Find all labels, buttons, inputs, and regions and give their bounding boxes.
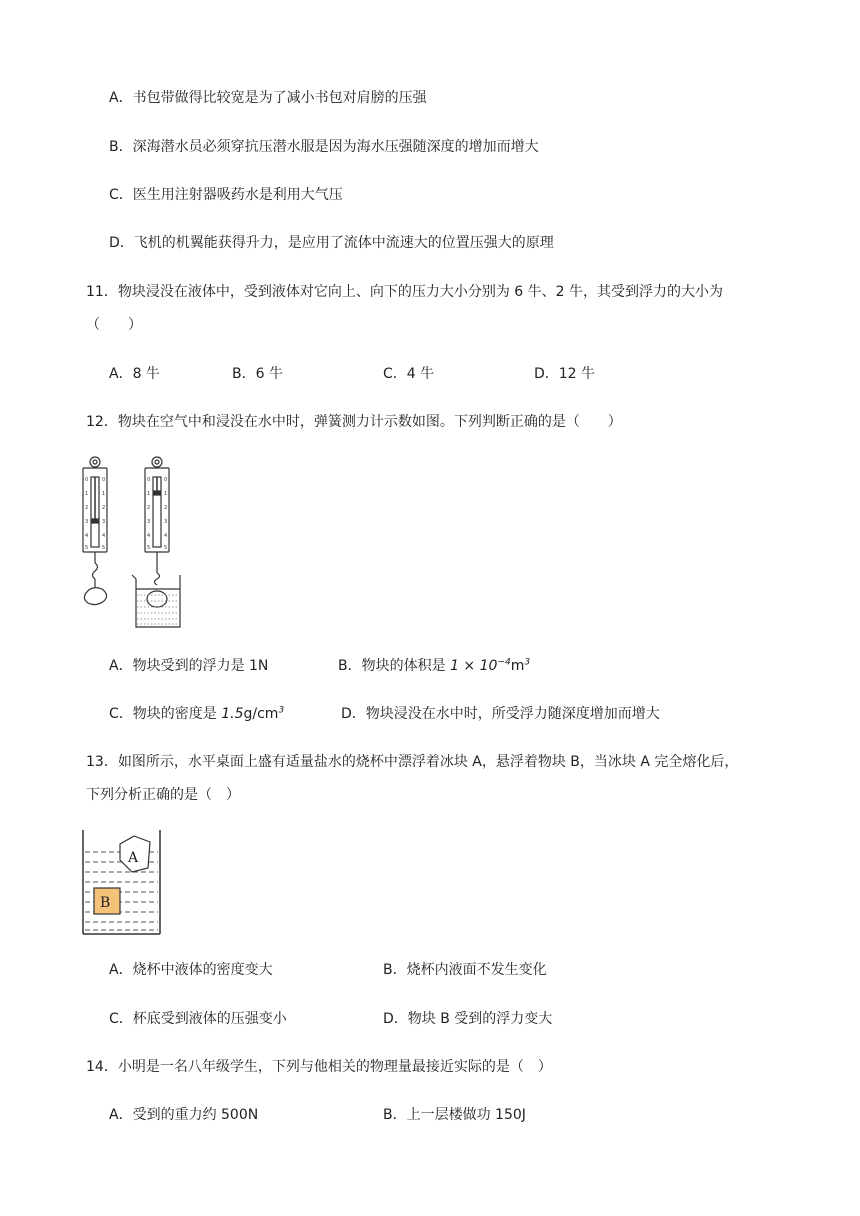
- svg-text:5: 5: [102, 545, 106, 551]
- svg-text:2: 2: [147, 505, 151, 511]
- svg-text:3: 3: [147, 519, 151, 525]
- q12-option-d: D．物块浸没在水中时，所受浮力随深度增加而增大: [341, 706, 660, 722]
- q10-option-b: B．深海潜水员必须穿抗压潜水服是因为海水压强随深度的增加而增大: [109, 139, 539, 155]
- q12-option-c-value: 1.5: [221, 706, 244, 722]
- q12-option-b-unit-exp: 3: [524, 657, 531, 668]
- svg-text:1: 1: [164, 491, 168, 497]
- q12-option-b-exp: −4: [497, 657, 511, 668]
- svg-text:1: 1: [85, 491, 89, 497]
- beaker-figure: [80, 830, 164, 936]
- q13-stem: 13．如图所示，水平桌面上盛有适量盐水的烧杯中漂浮着冰块 A，悬浮着物块 B，当冰块 A 完全熔化后，: [86, 754, 739, 770]
- svg-text:5: 5: [164, 545, 168, 551]
- svg-text:4: 4: [102, 533, 106, 539]
- q12-option-c: [109, 704, 284, 724]
- q14-option-b: B．上一层楼做功 150J: [383, 1107, 526, 1123]
- svg-text:5: 5: [147, 545, 151, 551]
- svg-text:3: 3: [164, 519, 168, 525]
- svg-text:3: 3: [102, 519, 106, 525]
- q12-stem: 12．物块在空气中和浸没在水中时，弹簧测力计示数如图。下列判断正确的是（ ）: [86, 414, 622, 430]
- q13-option-b: B．烧杯内液面不发生变化: [383, 962, 547, 978]
- q13-stem-cont: 下列分析正确的是（ ）: [86, 787, 240, 803]
- q13-option-a: A．烧杯中液体的密度变大: [109, 962, 273, 978]
- q12-option-b: [338, 656, 530, 676]
- svg-text:1: 1: [102, 491, 106, 497]
- svg-text:0: 0: [164, 477, 168, 483]
- svg-text:2: 2: [164, 505, 168, 511]
- q14-stem: 14．小明是一名八年级学生，下列与他相关的物理量最接近实际的是（ ）: [86, 1059, 552, 1075]
- q11-blank: （ ）: [86, 317, 142, 333]
- q12-option-c-unit-exp: 3: [278, 705, 285, 716]
- q11-option-d: D．12 牛: [534, 366, 596, 382]
- q11-option-c: C．4 牛: [383, 366, 435, 382]
- q12-option-c-text: C．物块的密度是: [109, 706, 222, 722]
- spring-scale-right: [132, 457, 180, 627]
- svg-text:4: 4: [85, 533, 89, 539]
- q11-option-b: B．6 牛: [232, 366, 283, 382]
- svg-text:2: 2: [102, 505, 106, 511]
- q11-stem: 11．物块浸没在液体中，受到液体对它向上、向下的压力大小分别为 6 牛、2 牛，其受到浮力的大小为: [86, 284, 723, 300]
- svg-text:4: 4: [164, 533, 168, 539]
- q10-option-c: C．医生用注射器吸药水是利用大气压: [109, 187, 343, 203]
- q12-option-b-unit: m: [510, 658, 525, 674]
- svg-text:0: 0: [102, 477, 106, 483]
- svg-text:2: 2: [85, 505, 89, 511]
- spring-scale-figure: [76, 455, 196, 635]
- q14-option-a: A．受到的重力约 500N: [109, 1107, 259, 1123]
- ice-block-label: A: [128, 850, 139, 866]
- svg-text:0: 0: [147, 477, 151, 483]
- svg-text:1: 1: [147, 491, 151, 497]
- q10-option-a: A．书包带做得比较宽是为了减小书包对肩膀的压强: [109, 90, 427, 106]
- q10-option-d: D．飞机的机翼能获得升力，是应用了流体中流速大的位置压强大的原理: [109, 235, 554, 251]
- q12-option-c-unit: g/cm: [243, 706, 279, 722]
- q13-option-d: D．物块 B 受到的浮力变大: [383, 1011, 553, 1027]
- q11-option-a: A．8 牛: [109, 366, 160, 382]
- q12-option-a: A．物块受到的浮力是 1N: [109, 658, 269, 674]
- svg-text:3: 3: [85, 519, 89, 525]
- svg-text:4: 4: [147, 533, 151, 539]
- svg-text:5: 5: [85, 545, 89, 551]
- block-b-label: B: [100, 895, 111, 911]
- q12-option-b-coef: 1 × 10: [450, 658, 498, 674]
- svg-text:0: 0: [85, 477, 89, 483]
- q13-option-c: C．杯底受到液体的压强变小: [109, 1011, 287, 1027]
- q12-option-b-text: B．物块的体积是: [338, 658, 451, 674]
